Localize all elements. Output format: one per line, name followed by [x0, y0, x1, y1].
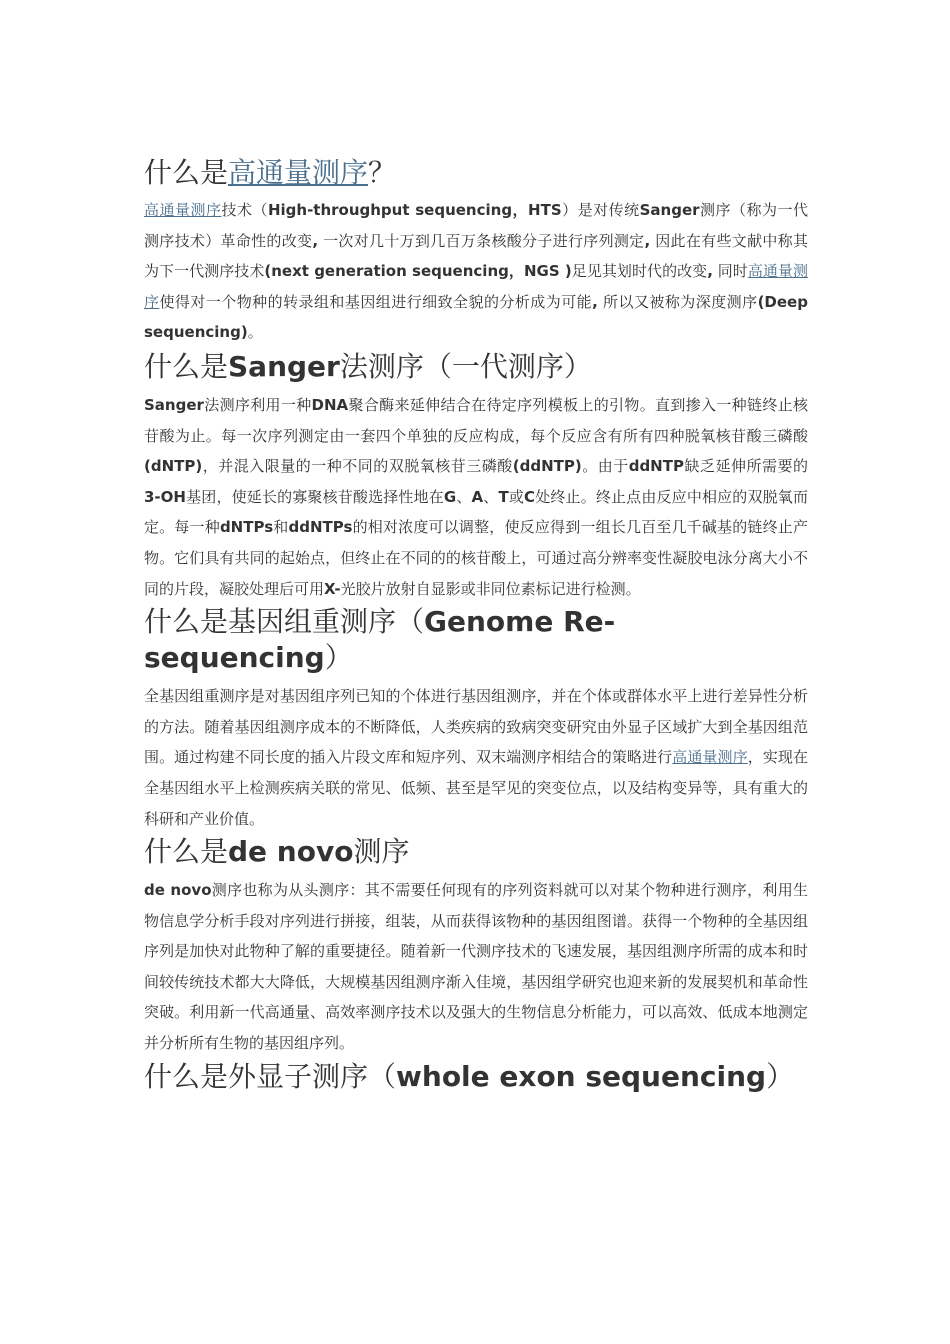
section-heading-exome: [144, 1059, 808, 1095]
text-run: 缺乏延伸所需要的: [683, 457, 808, 476]
paragraph-hts: [144, 195, 808, 348]
bold-run: (ddNTP): [512, 457, 582, 476]
text-run: 。由于: [581, 457, 629, 476]
text-run: 一次对几十万到几百万条核酸分子进行序列测定: [318, 231, 645, 250]
text-run: 测序也称为从头测序：其不需要任何现有的序列资料就可以对某个物种进行测序，利用生物信息学分析手段对序列进行拼接，组装，从而获得该物种的基因组图谱。获得一个物种的全基因组序列是加快对此物种了解的重要捷径。随着新一代测序技术的飞速发展，基因组测序所需的成本和时间较传统技术都大大降低，大规模基因组测序渐入佳境，基因组学研究也迎来新的发展契机和革命性突破。利用新一代高通量、高效率测序技术以及强大的生物信息分析能力，可以高效、低成本地测定并分析所有生物的基因组序列。: [144, 881, 808, 1053]
text-run: 的相对浓度可以调整，使反应得到一组长几百至几千碱基的链终止产物。它们具有共同的起始点，但终止在不同的的核苷酸上，可通过高分辨率变性凝胶电泳分离大小不同的片段，凝胶处理后可用: [144, 518, 808, 598]
bold-run: dNTPs: [219, 518, 274, 537]
heading-text: 法测序（一代测序）: [339, 349, 592, 383]
heading-text: 什么是: [144, 835, 229, 869]
text-run: 技术（: [221, 201, 268, 219]
text-run: 和: [273, 518, 289, 537]
paragraph-de-novo: [144, 875, 808, 1059]
text-run: 聚合酶来延伸结合在待定序列模板上的引物。直到掺入一种链终止核苷酸为止。每一次序列测定由一套四个单独的反应构成，每个反应含有所有四种脱氧核苷酸三磷酸: [144, 395, 808, 445]
bold-run: ddNTP: [628, 457, 684, 476]
section-heading-sanger: [144, 349, 808, 385]
bold-run: (next generation sequencing，NGS ): [264, 262, 572, 281]
text-run: 所以又被称为深度测序: [597, 292, 758, 311]
text-run: 光胶片放射自显影或非同位素标记进行检测。: [340, 579, 641, 598]
heading-bold: Genome Re-sequencing: [144, 605, 616, 675]
section-heading-resequencing: [144, 604, 808, 676]
inline-link-hts[interactable]: 高通量测序: [144, 262, 808, 311]
bold-run: C: [524, 487, 536, 506]
bold-run: Sanger: [639, 201, 700, 219]
inline-link-hts[interactable]: 高通量测序: [672, 748, 748, 767]
heading-bold: de novo: [228, 835, 354, 869]
heading-link-hts[interactable]: 高通量测序: [228, 156, 369, 189]
text-run: 或: [508, 487, 525, 506]
section-heading-hts: [144, 155, 808, 191]
text-run: 使得对一个物种的转录组和基因组进行细致全貌的分析成为可能: [159, 292, 593, 311]
text-run: 。: [247, 323, 263, 342]
text-run: 、: [456, 487, 472, 506]
section-heading-de-novo: [144, 834, 808, 870]
bold-run: T: [498, 487, 509, 506]
heading-bold: Sanger: [228, 349, 340, 383]
bold-run: X-: [324, 579, 341, 598]
text-run: ，实现在全基因组水平上检测疾病关联的常见、低频、甚至是罕见的突变位点，以及结构变异等，具有重大的科研和产业价值。: [144, 748, 808, 828]
text-run: 足见其划时代的改变: [571, 262, 708, 281]
paragraph-sanger: [144, 390, 808, 604]
bold-run: ,: [644, 231, 651, 250]
inline-link-hts[interactable]: 高通量测序: [144, 201, 222, 219]
text-run: 处终止。终止点由反应中相应的双脱氧而定。每一种: [144, 487, 808, 537]
text-run: 因此在有些文献中称其为下一代测序技术: [144, 231, 808, 281]
bold-run: 3-OH: [144, 487, 186, 506]
heading-text: 什么是外显子测序（: [144, 1059, 397, 1093]
bold-run: ,: [707, 262, 713, 281]
heading-text: 什么是基因组重测序（: [144, 605, 425, 639]
text-run: 同时: [712, 262, 748, 281]
bold-run: (dNTP): [144, 457, 203, 476]
text-run: ）是对传统: [561, 201, 640, 219]
text-run: 法测序利用一种: [203, 395, 312, 414]
heading-text: 什么是: [144, 349, 229, 383]
bold-run: ddNTPs: [288, 518, 353, 537]
document-body: [144, 155, 808, 1095]
heading-text: ）: [766, 1059, 795, 1093]
bold-run: ,: [592, 292, 598, 311]
text-run: 基团，使延长的寡聚核苷酸选择性地在: [185, 487, 444, 506]
bold-run: G: [443, 487, 457, 506]
bold-run: (Deep sequencing): [144, 292, 808, 342]
bold-run: A: [471, 487, 484, 506]
text-run: 全基因组重测序是对基因组序列已知的个体进行基因组测序，并在个体或群体水平上进行差异性分析的方法。随着基因组测序成本的不断降低，人类疾病的致病突变研究由外显子区域扩大到全基因组范围。通过构建不同长度的插入片段文库和短序列、双末端测序相结合的策略进行: [144, 687, 808, 767]
bold-run: ,: [312, 231, 319, 250]
heading-text: 什么是: [144, 156, 229, 189]
heading-text: ？: [368, 156, 397, 189]
text-run: 测序（称为一代测序技术）革命性的改变: [144, 201, 808, 250]
bold-run: de novo: [144, 881, 212, 900]
bold-run: Sanger: [144, 395, 204, 414]
heading-text: ）: [324, 641, 353, 675]
heading-bold: whole exon sequencing: [396, 1059, 767, 1093]
paragraph-resequencing: [144, 681, 808, 834]
bold-run: High-throughput sequencing，HTS: [267, 201, 562, 219]
text-run: 、: [483, 487, 499, 506]
bold-run: DNA: [311, 395, 349, 414]
heading-text: 测序: [353, 835, 410, 869]
text-run: ，并混入限量的一种不同的双脱氧核苷三磷酸: [202, 457, 513, 476]
